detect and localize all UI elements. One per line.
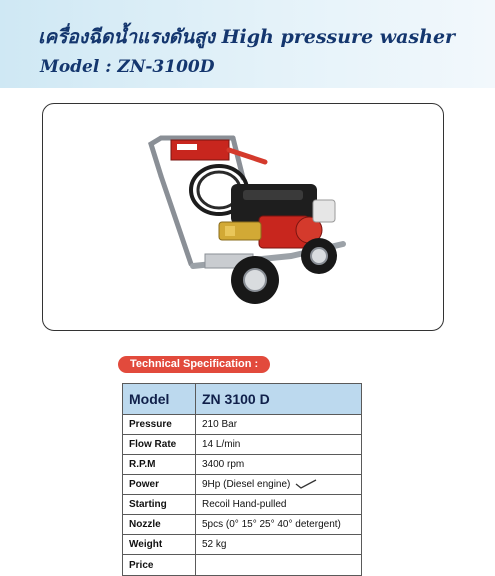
spec-table xyxy=(122,383,362,576)
row-label: Power xyxy=(123,475,196,495)
header-value: ZN 3100 D xyxy=(196,384,362,415)
tank-highlight xyxy=(243,190,303,200)
row-value-power xyxy=(196,475,362,495)
row-label: Nozzle xyxy=(123,515,196,535)
front-wheel-hub xyxy=(244,269,266,291)
page-title: เครื่องฉีดน้ำแรงดันสูง High pressure washer xyxy=(38,26,456,48)
row-value: 14 L/min xyxy=(196,435,362,455)
row-label: Weight xyxy=(123,535,196,555)
table-header-row xyxy=(123,384,362,415)
table-row xyxy=(123,475,362,495)
table-row xyxy=(123,515,362,535)
pressure-washer-illustration xyxy=(43,104,442,329)
technical-spec-badge: Technical Specification : xyxy=(118,356,270,373)
air-filter xyxy=(313,200,335,222)
pump-detail xyxy=(225,226,235,236)
table-row xyxy=(123,435,362,455)
row-value: Recoil Hand-pulled xyxy=(196,495,362,515)
rear-wheel-hub xyxy=(311,248,327,264)
row-label: Price xyxy=(123,555,196,576)
row-value-price xyxy=(196,555,362,576)
table-row-price xyxy=(123,555,362,576)
product-photo-frame xyxy=(42,103,444,331)
row-value: 52 kg xyxy=(196,535,362,555)
row-label: Starting xyxy=(123,495,196,515)
row-label: Flow Rate xyxy=(123,435,196,455)
table-row xyxy=(123,415,362,435)
table-row xyxy=(123,455,362,475)
row-label: R.P.M xyxy=(123,455,196,475)
frame-left-rail xyxy=(161,176,191,264)
model-heading: Model : ZN-3100D xyxy=(40,57,215,77)
table-row xyxy=(123,535,362,555)
check-mark-icon xyxy=(295,479,317,489)
row-value: 5pcs (0° 15° 25° 40° detergent) xyxy=(196,515,362,535)
row-label: Pressure xyxy=(123,415,196,435)
control-label xyxy=(177,144,197,150)
row-value: 210 Bar xyxy=(196,415,362,435)
power-value-text: 9Hp (Diesel engine) xyxy=(202,479,291,490)
spray-gun xyxy=(229,150,265,162)
row-value: 3400 rpm xyxy=(196,455,362,475)
header-label: Model xyxy=(123,384,196,415)
table-row xyxy=(123,495,362,515)
